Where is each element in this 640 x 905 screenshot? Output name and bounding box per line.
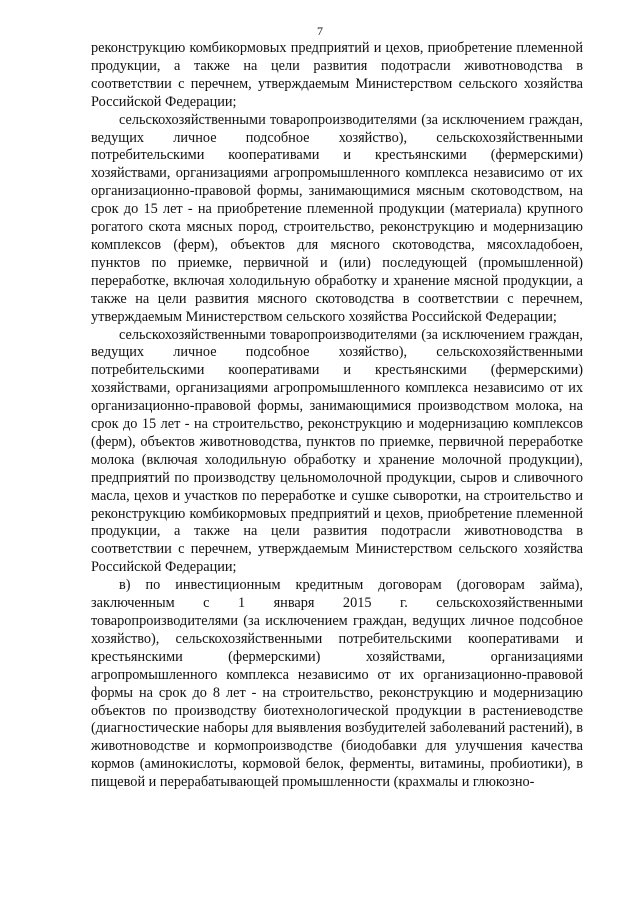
paragraph-1: реконструкцию комбикормовых предприятий и цехов, приобретение племенной продукции, а также на цели развития подотрасли животноводства в соответствии с перечнем, утверждаемым Министерством сельского хозяйства Российской Федерации; bbox=[91, 40, 583, 110]
page-number: 7 bbox=[317, 24, 323, 38]
paragraph-3: сельскохозяйственными товаропроизводителями (за исключением граждан, ведущих личное подсобное хозяйство), сельскохозяйственными потребительскими кооперативами и крестьянскими (фермерскими) хозяйствами, организациями агропромышленного комплекса независимо от их организационно-правовой формы, занимающимися производством молока, на срок до 15 лет - на строительство, реконструкцию и модернизацию комплексов (ферм), объектов животноводства, пунктов по приемке, первичной переработке молока (включая холодильную обработку и хранение молочной продукции), предприятий по производству цельномолочной продукции, сыров и сливочного масла, цехов и участков по переработке и сушке сыворотки, на строительство и реконструкцию комбикормовых предприятий и цехов, приобретение племенной продукции, а также на цели развития подотрасли животноводства в соответствии с перечнем, утверждаемым Министерством сельского хозяйства Российской Федерации; bbox=[91, 326, 583, 576]
paragraph-4: в) по инвестиционным кредитным договорам (договорам займа), заключенным с 1 января 2015 г. сельскохозяйственными товаропроизводителями (за исключением граждан, ведущих личное подсобное хозяйство), сельскохозяйственными потребительскими кооперативами и крестьянскими (фермерскими) хозяйствами, организациями агропромышленного комплекса независимо от их организационно-правовой формы на срок до 8 лет - на строительство, реконструкцию и модернизацию объектов по производству биотехнологической продукции в растениеводстве (диагностические наборы для выявления возбудителей заболеваний растений), в животноводстве и кормопроизводстве (биодобавки для улучшения качества кормов (аминокислоты, кормовой белок, ферменты, витамины, пробиотики), в пищевой и перерабатывающей промышленности (крахмалы и глюкозно- bbox=[91, 577, 583, 791]
paragraph-2: сельскохозяйственными товаропроизводителями (за исключением граждан, ведущих личное подсобное хозяйство), сельскохозяйственными потребительскими кооперативами и крестьянскими (фермерскими) хозяйствами, организациями агропромышленного комплекса независимо от их организационно-правовой формы, занимающимися мясным скотоводством, на срок до 15 лет - на приобретение племенной продукции (материала) крупного рогатого скота мясных пород, строительство, реконструкцию и модернизацию комплексов (ферм), объектов для мясного скотоводства, мясохладобоен, пунктов по приемке, первичной и (или) последующей (промышленной) переработке, включая холодильную обработку и хранение мясной продукции, а также на цели развития мясного скотоводства в соответствии с перечнем, утверждаемым Министерством сельского хозяйства Российской Федерации; bbox=[91, 111, 583, 325]
document-body bbox=[91, 40, 583, 792]
